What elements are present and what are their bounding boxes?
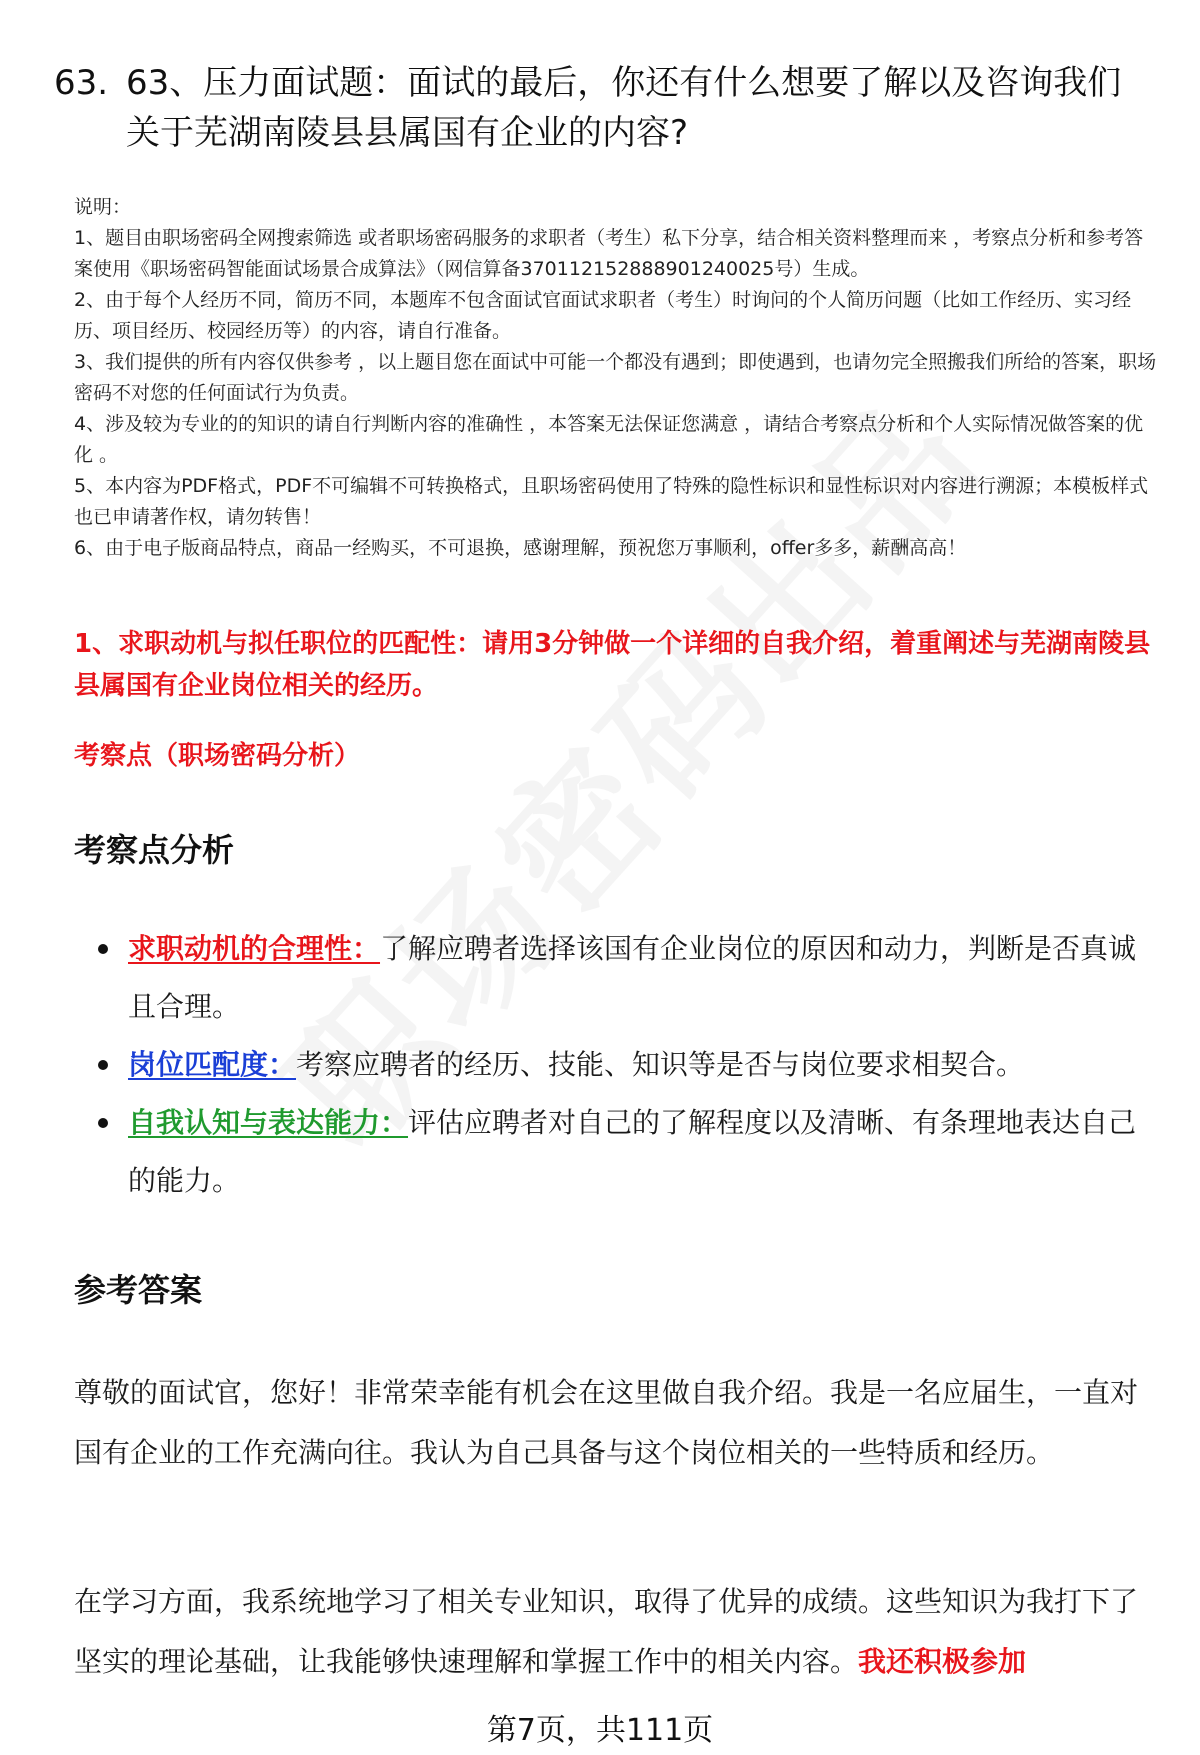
analysis-bullet bbox=[74, 1036, 1154, 1094]
answer-highlight: 我还积极参加 bbox=[858, 1645, 1027, 1678]
answer-paragraph bbox=[74, 1572, 1160, 1692]
bullet-keyword: 求职动机的合理性： bbox=[128, 932, 381, 965]
answer-text: 在学习方面，我系统地学习了相关专业知识，取得了优异的成绩。这些知识为我打下了坚实的理论基础，让我能够快速理解和掌握工作中的相关内容。 bbox=[74, 1585, 1139, 1678]
question-title bbox=[54, 58, 1154, 158]
bullet-dot-icon bbox=[98, 944, 108, 954]
disclaimer-notes bbox=[74, 192, 1160, 564]
bullet-dot-icon bbox=[98, 1060, 108, 1070]
note-item: 4、涉及较为专业的的知识的请自行判断内容的准确性 ，本答案无法保证您满意 ，请结合考察点分析和个人实际情况做答案的优化 。 bbox=[74, 413, 1144, 466]
bullet-text: 评估应聘者对自己的了解程度以及清晰、有条理地表达自己的能力。 bbox=[128, 1106, 1137, 1197]
kaocha-label: 考察点（职场密码分析） bbox=[74, 741, 361, 771]
note-item: 1、题目由职场密码全网搜索筛选 或者职场密码服务的求职者（考生）私下分享，结合相关资料整理而来 ，考察点分析和参考答案使用《职场密码智能面试场景合成算法》（网信算备370112152888901240025号）生成。 bbox=[74, 227, 1144, 280]
notes-heading: 说明： bbox=[74, 196, 132, 218]
sub-question: 1、求职动机与拟任职位的匹配性：请用3分钟做一个详细的自我介绍，着重阐述与芜湖南陵县县属国有企业岗位相关的经历。 bbox=[74, 629, 1151, 701]
note-item: 5、本内容为PDF格式，PDF不可编辑不可转换格式，且职场密码使用了特殊的隐性标识和显性标识对内容进行溯源；本模板样式也已申请著作权，请勿转售！ bbox=[74, 475, 1149, 528]
bullet-keyword: 自我认知与表达能力： bbox=[128, 1106, 409, 1139]
page-footer: 第7页，共111页 bbox=[486, 1713, 714, 1748]
answer-paragraph: 尊敬的面试官，您好！非常荣幸能有机会在这里做自我介绍。我是一名应届生，一直对国有企业的工作充满向往。我认为自己具备与这个岗位相关的一些特质和经历。 bbox=[74, 1376, 1139, 1469]
note-item: 3、我们提供的所有内容仅供参考 ，以上题目您在面试中可能一个都没有遇到；即使遇到，也请勿完全照搬我们所给的答案，职场密码不对您的任何面试行为负责。 bbox=[74, 351, 1157, 404]
analysis-list bbox=[74, 920, 1154, 1210]
question-text: 63、压力面试题：面试的最后，你还有什么想要了解以及咨询我们关于芜湖南陵县县属国有企业的内容? bbox=[126, 63, 1122, 153]
note-item: 6、由于电子版商品特点，商品一经购买，不可退换，感谢理解，预祝您万事顺利，offer多多，薪酬高高！ bbox=[74, 537, 967, 559]
reference-heading: 参考答案 bbox=[74, 1271, 203, 1309]
question-number: 63. bbox=[54, 63, 109, 103]
analysis-bullet bbox=[74, 920, 1154, 1036]
bullet-dot-icon bbox=[98, 1118, 108, 1128]
bullet-text: 了解应聘者选择该国有企业岗位的原因和动力，判断是否真诚且合理。 bbox=[128, 932, 1137, 1023]
note-item: 2、由于每个人经历不同，简历不同，本题库不包含面试官面试求职者（考生）时询问的个人简历问题（比如工作经历、实习经历、项目经历、校园经历等）的内容，请自行准备。 bbox=[74, 289, 1132, 342]
analysis-heading: 考察点分析 bbox=[74, 831, 235, 869]
analysis-bullet bbox=[74, 1094, 1154, 1210]
bullet-keyword: 岗位匹配度： bbox=[128, 1048, 297, 1081]
bullet-text: 考察应聘者的经历、技能、知识等是否与岗位要求相契合。 bbox=[296, 1048, 1025, 1081]
